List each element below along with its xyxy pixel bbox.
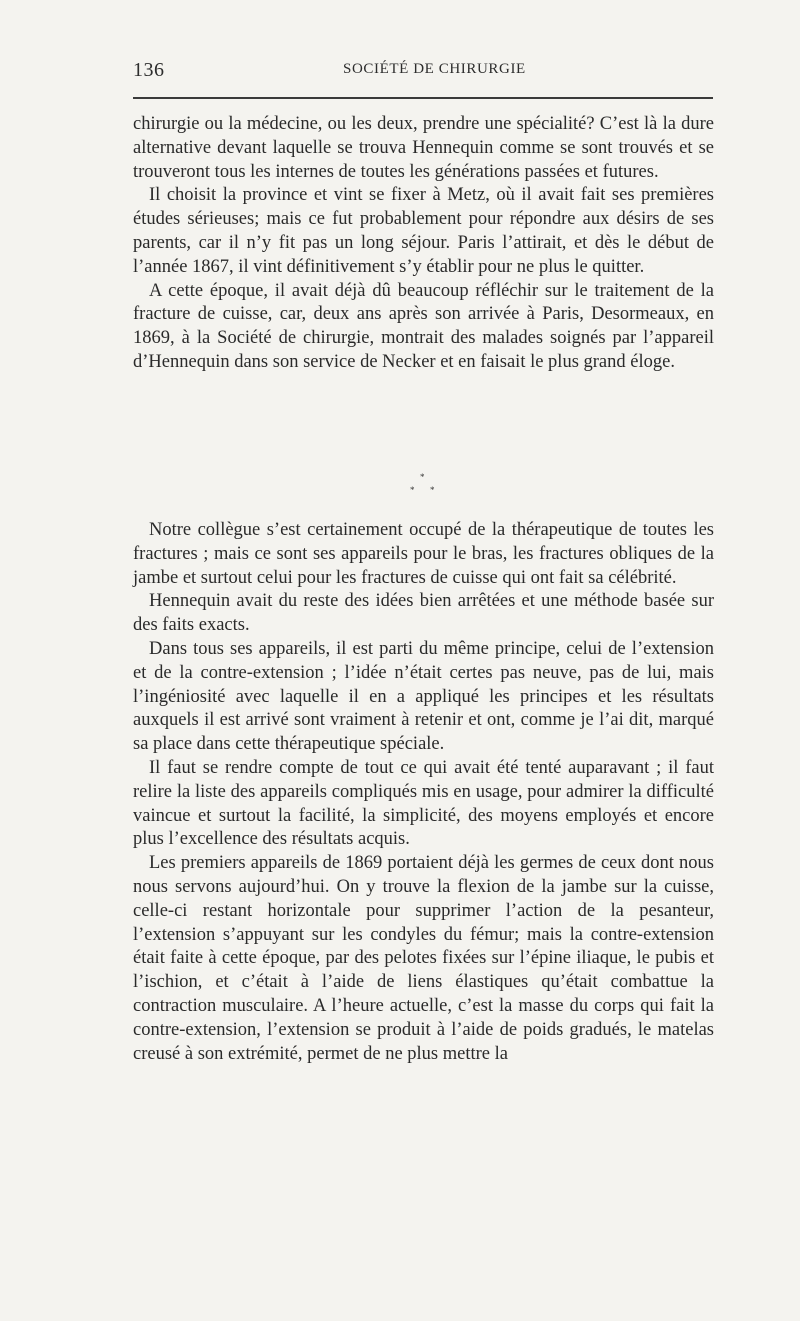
header-rule (133, 97, 713, 99)
asterism-star: * (420, 472, 425, 482)
page-header (133, 59, 713, 89)
text-section-after-break (133, 519, 714, 1066)
paragraph: Les premiers appareils de 1869 portaient déjà les germes de ceux dont nous nous servons aujourd’hui. On y trouve la flexion de la jambe sur la cuisse, celle-ci restant horizontale pour supprimer l’action de la pesanteur, l’extension s’appuyant sur les condyles du fémur; mais la contre-extension était faite à cette époque, par des pelotes fixées sur l’épine iliaque, le pubis et l’ischion, et c’était à l’aide de liens élastiques qu’était combattue la contraction musculaire. A l’heure actuelle, c’est la masse du corps qui fait la contre-extension, l’extension se produit à l’aide de poids gradués, le matelas creusé à son extrémité, permet de ne plus mettre la (133, 853, 714, 1064)
paragraph: Notre collègue s’est certainement occupé de la thérapeutique de toutes les fractures ; mais ce sont ses appareils pour le bras, les fractures obliques de la jambe et surtout celui pour les fractures de cuisse qui ont fait sa célébrité. (133, 520, 714, 588)
paragraph: Il choisit la province et vint se fixer à Metz, où il avait fait ses premières études sérieuses; mais ce fut probablement pour répondre aux désirs de ses parents, car il n’y fit pas un long séjour. Paris l’attirait, et dès le début de l’année 1867, il vint définitivement s’y établir pour ne plus le quitter. (133, 185, 714, 277)
paragraph: Il faut se rendre compte de tout ce qui avait été tenté auparavant ; il faut relire la liste des appareils compliqués mis en usage, pour admirer la difficulté vaincue et surtout la facilité, la simplicité, des moyens employés et encore plus l’excellence des résultats acquis. (133, 757, 714, 850)
asterism-star: * (430, 485, 435, 495)
paragraph: Hennequin avait du reste des idées bien arrêtées et une méthode basée sur des faits exacts. (133, 591, 714, 636)
running-head: SOCIÉTÉ DE CHIRURGIE (343, 61, 526, 77)
section-break-asterism (406, 473, 446, 503)
paragraph: A cette époque, il avait déjà dû beaucoup réfléchir sur le traitement de la fracture de cuisse, car, deux ans après son arrivée à Paris, Desormeaux, en 1869, à la Société de chirurgie, montrait des malades soignés par l’appareil d’Hennequin dans son service de Necker et en faisait le plus grand éloge. (133, 280, 714, 372)
text-section-before-break (133, 113, 714, 375)
paragraph-continued: chirurgie ou la médecine, ou les deux, prendre une spécialité? C’est là la dure alternative devant laquelle se trouva Hennequin comme se sont trouvés et se trouveront tous les internes de toutes les générations passées et futures. (133, 114, 714, 182)
paragraph: Dans tous ses appareils, il est parti du même principe, celui de l’extension et de la contre-extension ; l’idée n’était certes pas neuve, pas de lui, mais l’ingéniosité avec laquelle il en a appliqué les principes et les résultats auxquels il est arrivé sont vraiment à retenir et ont, comme je l’ai dit, marqué sa place dans cette thérapeutique spéciale. (133, 638, 714, 755)
asterism-star: * (410, 485, 415, 495)
page-number: 136 (133, 59, 165, 81)
